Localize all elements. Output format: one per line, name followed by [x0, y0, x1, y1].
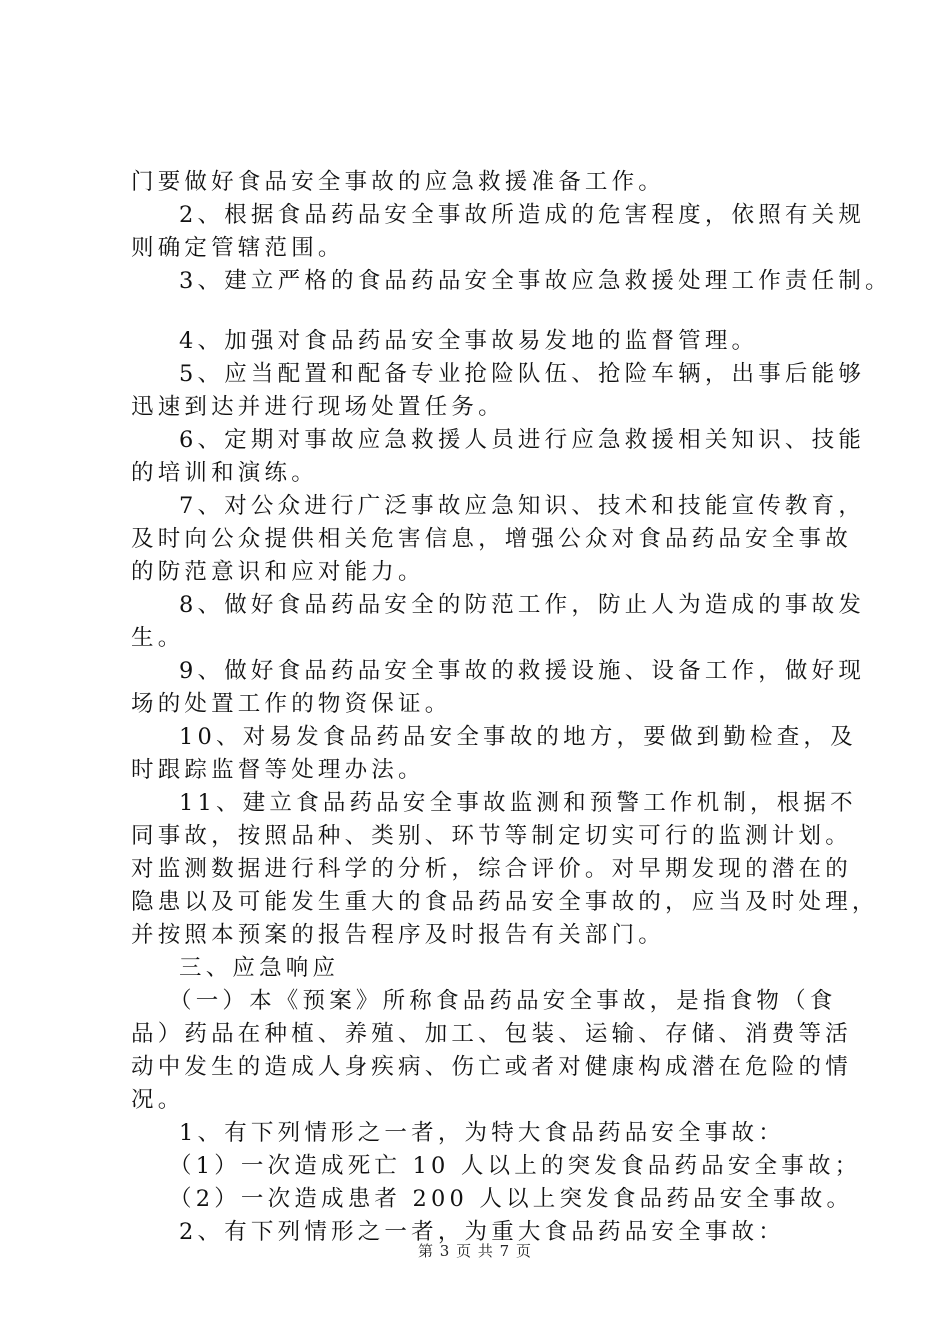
section-heading: 三、应急响应	[179, 955, 340, 981]
text-line: 对监测数据进行科学的分析，综合评价。对早期发现的潜在的	[131, 856, 852, 882]
text-line: 3、建立严格的食品药品安全事故应急救援处理工作责任制。	[179, 268, 892, 294]
text-line: （2）一次造成患者 200 人以上突发食品药品安全事故。	[169, 1186, 854, 1212]
text-line: 7、对公众进行广泛事故应急知识、技术和技能宣传教育，	[179, 493, 866, 519]
text-line: 的培训和演练。	[131, 460, 318, 486]
text-line: 同事故，按照品种、类别、环节等制定切实可行的监测计划。	[131, 823, 852, 849]
paragraph-gap	[131, 298, 843, 325]
text-line: 动中发生的造成人身疾病、伤亡或者对健康构成潜在危险的情	[131, 1054, 852, 1080]
text-line: 迅速到达并进行现场处置任务。	[131, 394, 505, 420]
text-line: 及时向公众提供相关危害信息，增强公众对食品药品安全事故	[131, 526, 852, 552]
text-line: 6、定期对事故应急救援人员进行应急救援相关知识、技能	[179, 427, 866, 453]
text-line: 并按照本预案的报告程序及时报告有关部门。	[131, 922, 666, 948]
text-line: （一）本《预案》所称食品药品安全事故，是指食物（食	[169, 988, 837, 1014]
text-line: 时跟踪监督等处理办法。	[131, 757, 425, 783]
text-line: 4、加强对食品药品安全事故易发地的监督管理。	[179, 328, 759, 354]
text-line: 的防范意识和应对能力。	[131, 559, 425, 585]
text-line: 11、建立食品药品安全事故监测和预警工作机制，根据不	[179, 790, 857, 816]
text-line: 况。	[131, 1087, 185, 1113]
text-line: 9、做好食品药品安全事故的救援设施、设备工作，做好现	[179, 658, 866, 684]
text-line: 5、应当配置和配备专业抢险队伍、抢险车辆，出事后能够	[179, 361, 866, 387]
text-line: （1）一次造成死亡 10 人以上的突发食品药品安全事故；	[169, 1153, 862, 1179]
text-line: 品）药品在种植、养殖、加工、包装、运输、存储、消费等活	[131, 1021, 852, 1047]
text-line: 1、有下列情形之一者，为特大食品药品安全事故：	[179, 1120, 785, 1146]
text-line: 门要做好食品安全事故的应急救援准备工作。	[131, 169, 666, 195]
text-line: 隐患以及可能发生重大的食品药品安全事故的，应当及时处理，	[131, 889, 879, 915]
text-line: 2、根据食品药品安全事故所造成的危害程度，依照有关规	[179, 202, 866, 228]
text-line: 8、做好食品药品安全的防范工作，防止人为造成的事故发	[179, 592, 866, 618]
text-line: 10、对易发食品药品安全事故的地方，要做到勤检查，及	[179, 724, 857, 750]
text-line: 生。	[131, 625, 185, 651]
page-number-label: 第 3 页 共 7 页	[418, 1242, 532, 1260]
page-footer	[0, 1240, 950, 1261]
text-line: 则确定管辖范围。	[131, 235, 345, 261]
document-body	[131, 166, 892, 1249]
text-line: 场的处置工作的物资保证。	[131, 691, 452, 717]
text-line: 2、有下列情形之一者，为重大食品药品安全事故：	[179, 1219, 785, 1245]
